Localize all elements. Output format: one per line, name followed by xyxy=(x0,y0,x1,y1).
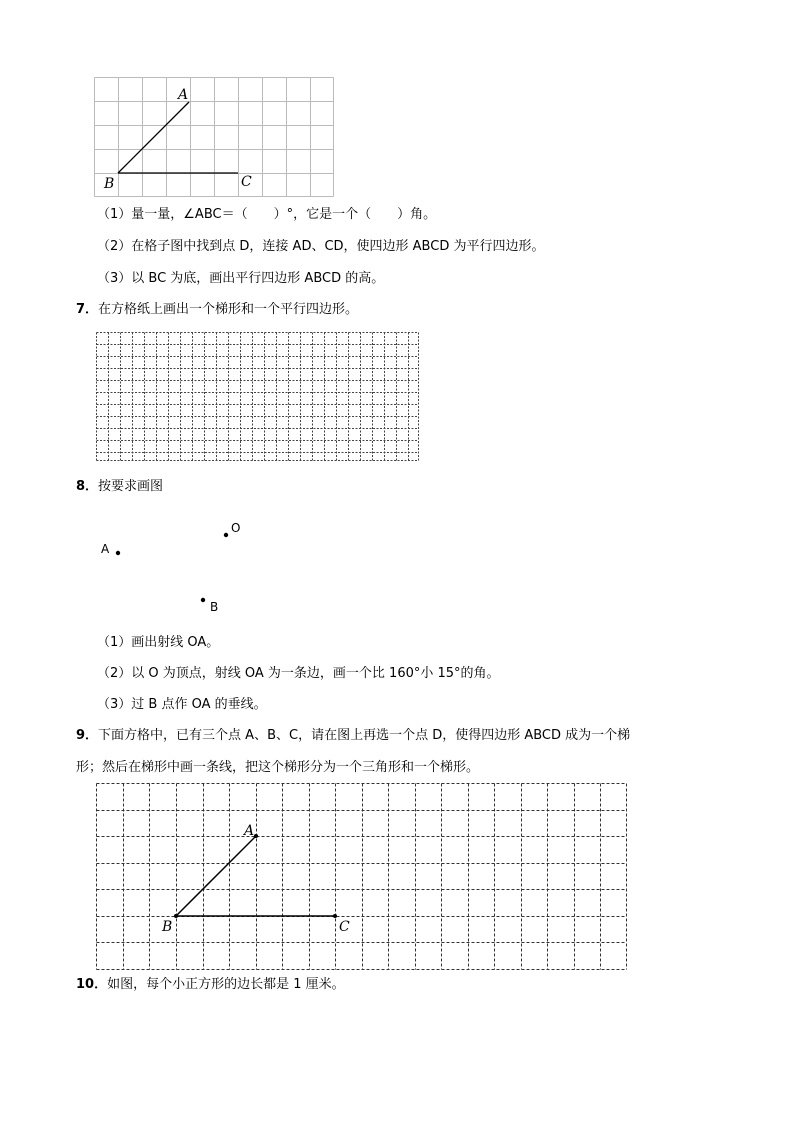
label-b: B xyxy=(210,600,219,614)
grid-figure-q9 xyxy=(95,782,629,972)
label-o: O xyxy=(231,521,241,535)
point-a xyxy=(254,834,258,838)
q7-question xyxy=(76,301,358,319)
point-a xyxy=(116,551,120,555)
q8-sub2: （2）以 O 为顶点，射线 OA 为一条边，画一个比 160°小 15°的角。 xyxy=(97,666,500,681)
q9-question-line1 xyxy=(76,727,630,745)
ray-ba xyxy=(118,102,189,173)
q10-question xyxy=(76,976,345,994)
segment-ba xyxy=(176,836,256,916)
q10-text: 如图，每个小正方形的边长都是 1 厘米。 xyxy=(107,977,345,992)
q6-sub2: （2）在格子图中找到点 D，连接 AD、CD，使四边形 ABCD 为平行四边形。 xyxy=(97,239,545,254)
q8-sub3: （3）过 B 点作 OA 的垂线。 xyxy=(97,697,267,712)
point-b xyxy=(201,598,205,602)
grid-figure-angle-abc xyxy=(94,77,336,199)
label-b: B xyxy=(104,176,115,192)
label-c: C xyxy=(241,174,252,190)
point-b xyxy=(174,914,178,918)
q9-text-line1: 下面方格中，已有三个点 A、B、C，请在图上再选一个点 D，使得四边形 ABCD 成为一个梯 xyxy=(98,728,631,743)
q9-question-line2: 形；然后在梯形中画一条线，把这个梯形分为一个三角形和一个梯形。 xyxy=(76,760,480,775)
label-a: A xyxy=(244,823,255,839)
label-a: A xyxy=(178,87,189,103)
label-a: A xyxy=(101,542,110,556)
label-c: C xyxy=(339,919,350,935)
label-b: B xyxy=(162,919,173,935)
point-c xyxy=(333,914,337,918)
q8-number: 8． xyxy=(76,479,99,494)
q6-sub1: （1）量一量，∠ABC＝（ ）°，它是一个（ ）角。 xyxy=(97,207,437,222)
grid-paper-q7 xyxy=(96,332,420,462)
q7-number: 7． xyxy=(76,302,99,317)
q8-sub1: （1）画出射线 OA。 xyxy=(97,635,220,650)
points-figure-q8 xyxy=(96,515,256,615)
q6-sub3: （3）以 BC 为底，画出平行四边形 ABCD 的高。 xyxy=(97,271,385,286)
q9-number: 9． xyxy=(76,728,99,743)
q8-text: 按要求画图 xyxy=(98,479,164,494)
point-o xyxy=(224,533,228,537)
grid-lines xyxy=(95,78,334,197)
q10-number: 10． xyxy=(76,977,108,992)
q8-question xyxy=(76,478,163,496)
q7-text: 在方格纸上画出一个梯形和一个平行四边形。 xyxy=(98,302,359,317)
